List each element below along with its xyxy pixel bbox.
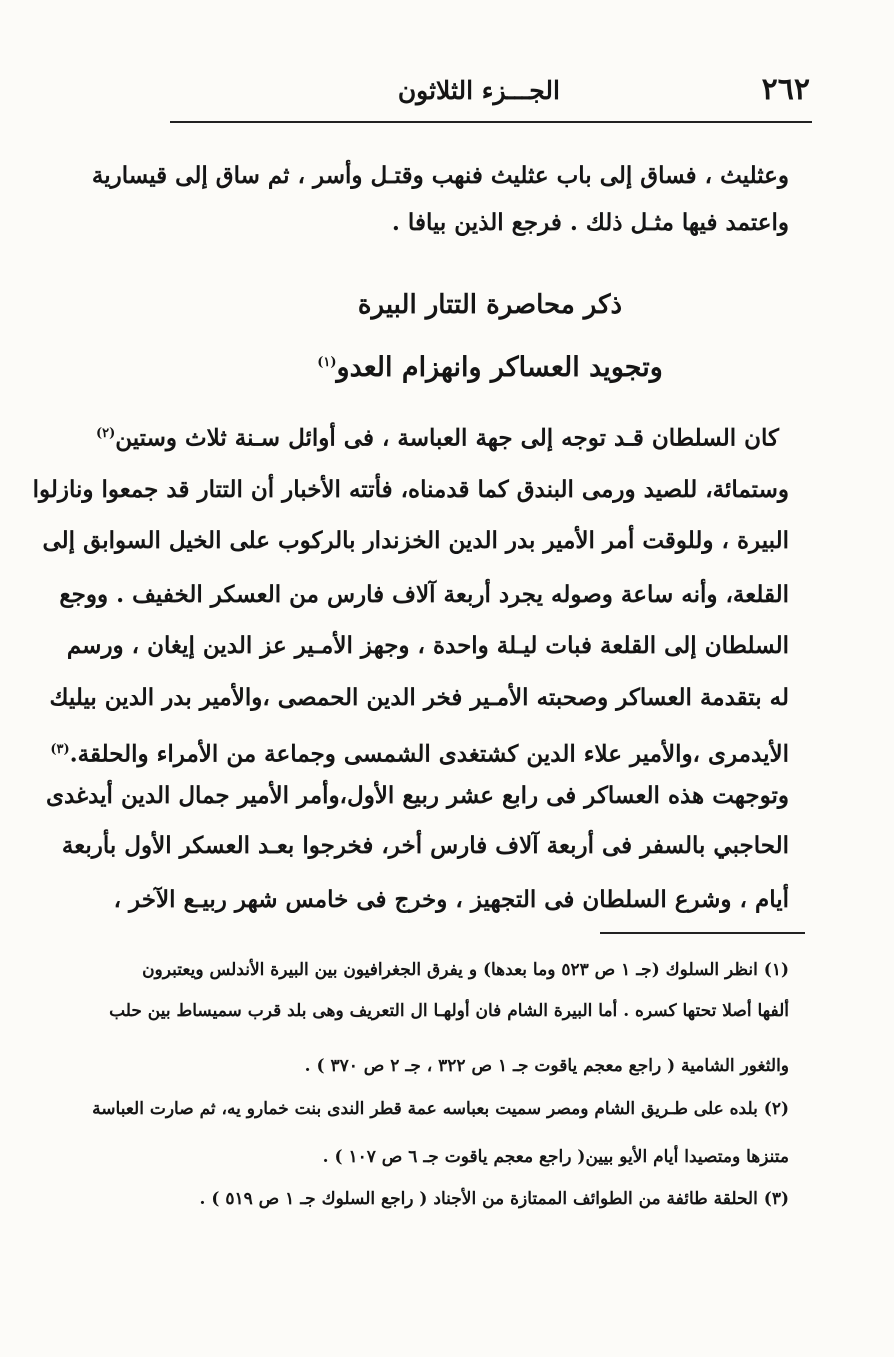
running-head: الجـــزء الثلاثون [397,76,560,105]
page-header [170,72,810,112]
footnote-line: (٣) الحلقة طائفة من الطوائف الممتازة من الأجناد ( راجع السلوك جـ ١ ص ٥١٩ ) . [199,1189,789,1209]
footnote-line: (٢) بلده على طـريق الشام ومصر سميت بعباسه عمة قطر الندى بنت خمارو يه، ثم صارت العباسة [92,1099,789,1119]
intro-line: واعتمد فيها مثـل ذلك . فرجع الذين بيافا . [391,209,789,236]
section-heading: ذكر محاصرة التتار البيرة [357,290,623,320]
body-line: وستمائة، للصيد ورمى البندق كما قدمناه، فأتته الأخبار أن التتار قد جمعوا ونازلوا [32,476,789,503]
body-line: أيام ، وشرع السلطان فى التجهيز ، وخرج فى خامس شهر ربيـع الآخر ، [113,886,789,913]
footnote-line: متنزها ومتصيدا أيام الأيو بيين( راجع معجم ياقوت جـ ٦ ص ١٠٧ ) . [322,1147,789,1167]
footnote-marker: (٣) [50,742,70,757]
body-line: وتوجهت هذه العساكر فى رابع عشر ربيع الأول،وأمر الأمير جمال الدين أيدغدى [45,782,789,809]
intro-line: وعثليث ، فساق إلى باب عثليث فنهب وقتـل وأسر ، ثم ساق إلى قيسارية [91,162,789,189]
body-line [95,414,779,459]
body-line: الحاجبي بالسفر فى أربعة آلاف فارس أخر، فخرجوا بعـد العسكر الأول بأربعة [61,832,789,859]
subheading-text: وتجويد العساكر وانهزام العدو [336,352,663,383]
footnote-line: ألفها أصلا تحتها كسره . أما البيرة الشام فان أولهـا ال التعريف وهى بلد قرب سميساط بين حلب [109,1001,789,1021]
footnote-line: (١) انظر السلوك (جـ ١ ص ٥٢٣ وما بعدها) و يفرق الجغرافيون بين البيرة الأندلس ويعتبرون [142,960,789,980]
section-subheading [170,352,810,383]
body-line: البيرة ، وللوقت أمر الأمير بدر الدين الخزندار بالركوب على الخيل السوابق إلى [42,527,789,554]
body-line: السلطان إلى القلعة فبات ليـلة واحدة ، وجهز الأمـير عز الدين إيغان ، ورسم [66,632,789,659]
body-line-text: كان السلطان قـد توجه إلى جهة العباسة ، فى أوائل سـنة ثلاث وستين [115,424,779,452]
header-rule [170,121,812,123]
body-line [50,730,789,775]
footnote-rule [600,932,805,934]
body-line: له بتقدمة العساكر وصحبته الأمـير فخر الدين الحمصى ،والأمير بدر الدين بيليك [49,684,789,711]
footnote-marker: (١) [317,355,337,370]
footnote-line: والثغور الشامية ( راجع معجم ياقوت جـ ١ ص ٣٢٢ ، جـ ٢ ص ٣٧٠ ) . [304,1056,789,1076]
body-line: القلعة، وأنه ساعة وصوله يجرد أربعة آلاف فارس من العسكر الخفيف . ووجع [59,581,789,608]
footnote-marker: (٢) [95,426,116,441]
page-number: ٢٦٢ [761,72,810,107]
body-line-text: الأيدمرى ،والأمير علاء الدين كشتغدى الشمسى وجماعة من الأمراء والحلقة. [69,740,789,768]
